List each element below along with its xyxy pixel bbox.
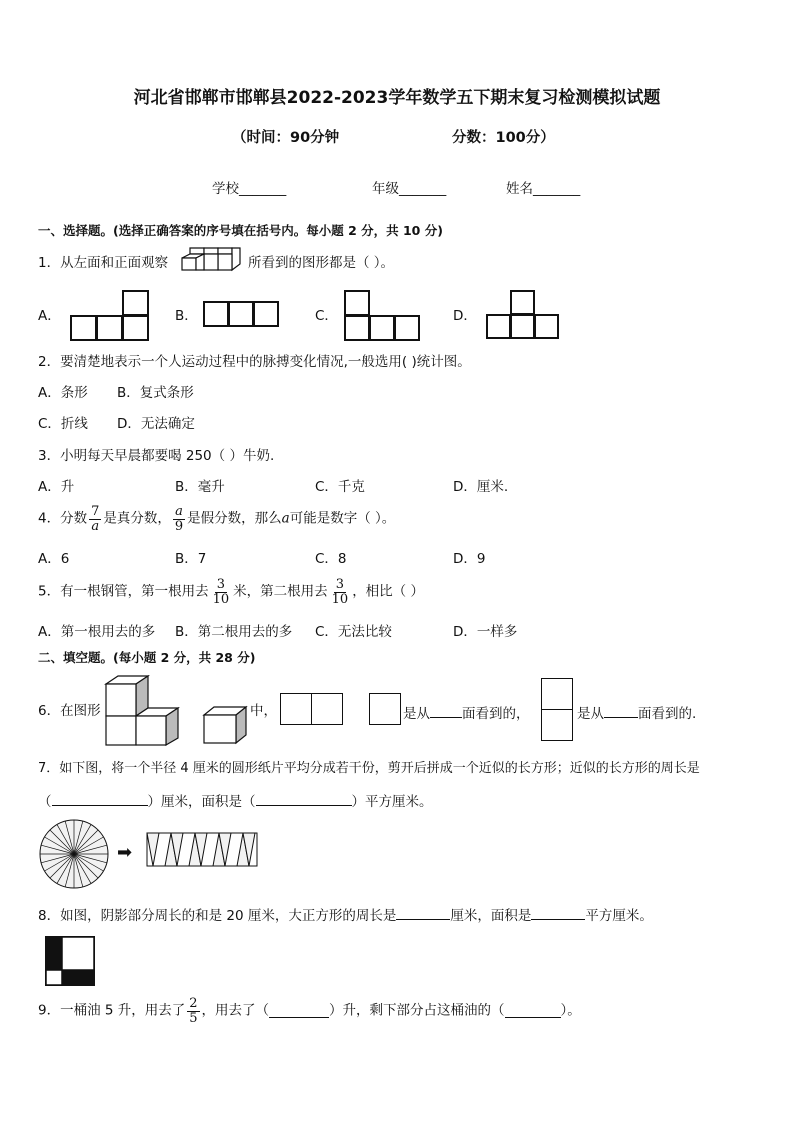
q4-prefix: 4．分数 [38, 510, 88, 527]
q5-frac2-den: 10 [331, 591, 349, 607]
q2-option-c[interactable]: C．折线 [38, 416, 88, 432]
q7-line1: 7．如下图，将一个半径 4 厘米的圆形纸片平均分成若干份，剪开后拼成一个近似的长方形；近似的长方形的周长是 [38, 761, 700, 776]
q2-option-a[interactable]: A．条形 [38, 385, 88, 401]
q4-suffix2: 可能是数字（ ）。 [289, 510, 396, 527]
q4-suffix: 是假分数，那么 [187, 510, 282, 527]
q1-option-b-figure [204, 302, 279, 327]
q3-option-c[interactable]: C．千克 [315, 479, 365, 495]
q4-fraction-a-over-9 [173, 505, 185, 533]
q5-option-d[interactable]: D．一样多 [453, 624, 518, 640]
q1-option-b-label[interactable]: B． [175, 308, 198, 324]
q1-cube-figure [178, 246, 248, 272]
q9-used-blank[interactable] [269, 1005, 329, 1018]
q5-frac2-num: 3 [335, 577, 345, 592]
q9-text-c: ）升，剩下部分占这桶油的（ [329, 1002, 505, 1019]
q9-frac-den: 5 [189, 1010, 198, 1026]
q6-blank-1[interactable] [430, 705, 462, 718]
q7-unit-text: ）平方厘米。 [351, 794, 433, 810]
q1-option-c-figure [345, 291, 420, 341]
q9-frac-num: 2 [189, 996, 198, 1011]
q4-frac2-num: a [175, 504, 183, 519]
exam-time: （时间：90分钟 [232, 130, 340, 146]
q5-suffix: ，相比（ ） [352, 583, 424, 600]
q1-suffix: 所看到的图形都是（ ）。 [248, 255, 395, 271]
q8-text-b: 厘米，面积是 [450, 908, 532, 924]
q5-option-b[interactable]: B．第二根用去的多 [175, 624, 293, 640]
q9-line [38, 997, 581, 1025]
q4-fraction-7-over-a [89, 505, 101, 533]
section-heading-fill: 二、填空题。(每小题 2 分，共 28 分) [38, 650, 256, 665]
q8-area-blank[interactable] [531, 907, 585, 920]
q2-option-b[interactable]: B．复式条形 [117, 385, 194, 401]
q7-perimeter-blank[interactable] [52, 793, 148, 806]
q9-text-a: 9．一桶油 5 升，用去了 [38, 1002, 186, 1019]
q1-prefix: 1．从左面和正面观察 [38, 255, 169, 271]
exam-score: 分数：100分） [452, 130, 555, 146]
q6-part2b-text: 面看到的. [638, 706, 697, 722]
q6-mid: 中， [250, 703, 277, 719]
q8-line [38, 907, 653, 924]
q4-frac2-den: 9 [174, 518, 184, 534]
q9-remaining-blank[interactable] [505, 1005, 561, 1018]
q2-text: 2．要清楚地表示一个人运动过程中的脉搏变化情况,一般选用( )统计图。 [38, 354, 471, 370]
name-field[interactable]: 姓名_______ [506, 181, 581, 197]
q9-text-b: ，用去了（ [201, 1002, 270, 1019]
q4-frac1-num: 7 [91, 504, 100, 519]
q6-part1b-text: 面看到的， [462, 706, 530, 722]
q5-frac1-num: 3 [216, 577, 225, 592]
q8-text-c: 平方厘米。 [585, 908, 653, 924]
q4-frac1-den: a [91, 518, 100, 534]
q1-option-a-figure [71, 291, 149, 341]
q6-part1 [403, 705, 530, 722]
q1-option-c-label[interactable]: C． [315, 308, 338, 324]
q5-fraction-2 [330, 578, 351, 606]
section-heading-choice: 一、选择题。(选择正确答案的序号填在括号内。每小题 2 分，共 10 分) [38, 223, 443, 238]
q1-option-a-label[interactable]: A． [38, 308, 61, 324]
q3-option-d[interactable]: D．厘米. [453, 479, 509, 495]
q5-mid: 米，第二根用去 [233, 583, 328, 600]
q7-area-text: ）厘米，面积是（ [147, 794, 256, 810]
q4-line [38, 505, 395, 533]
q8-perimeter-blank[interactable] [396, 907, 450, 920]
q6-part2 [577, 705, 696, 722]
q5-option-a[interactable]: A．第一根用去的多 [38, 624, 156, 640]
q1-option-d-label[interactable]: D． [453, 308, 477, 324]
q5-frac1-den: 10 [212, 591, 230, 607]
q7-open-paren: （ [38, 794, 52, 810]
q9-text-d: ）。 [560, 1002, 581, 1019]
q4-option-a[interactable]: A．6 [38, 551, 70, 567]
q7-line2 [38, 793, 433, 810]
q6-part2-text: 是从 [577, 706, 604, 722]
q9-fraction [187, 997, 199, 1025]
q5-prefix: 5．有一根钢管，第一根用去 [38, 583, 209, 600]
arrow-right-icon: ➡ [117, 842, 133, 863]
q1-option-d-figure [487, 291, 559, 339]
q6-view-one-square [370, 694, 401, 725]
q2-option-d[interactable]: D．无法确定 [117, 416, 195, 432]
q6-view-two-squares [281, 694, 343, 725]
page-title: 河北省邯郸市邯郸县2022-2023学年数学五下期末复习检测模拟试题 [133, 88, 661, 108]
q6-view-vertical-squares [542, 679, 573, 741]
q6-stacked-cubes-figure [104, 674, 182, 746]
q3-option-b[interactable]: B．毫升 [175, 479, 225, 495]
q6-single-cube-figure [202, 705, 248, 745]
q3-text: 3．小明每天早晨都要喝 250（ ）牛奶. [38, 448, 275, 464]
grade-field[interactable]: 年级_______ [372, 181, 447, 197]
q3-option-a[interactable]: A．升 [38, 479, 75, 495]
q7-area-blank[interactable] [256, 793, 352, 806]
q7-divided-circle-figure [38, 818, 110, 890]
q7-rearranged-rectangle-figure [145, 832, 257, 868]
q6-blank-2[interactable] [604, 705, 638, 718]
q5-line [38, 578, 424, 606]
q4-mid: 是真分数， [103, 510, 171, 527]
q6-prefix: 6．在图形 [38, 703, 101, 719]
q8-text-a: 8．如图，阴影部分周长的和是 20 厘米，大正方形的周长是 [38, 908, 397, 924]
q4-option-d[interactable]: D．9 [453, 551, 486, 567]
q5-option-c[interactable]: C．无法比较 [315, 624, 392, 640]
q4-variable: a [281, 510, 290, 527]
q5-fraction-1 [211, 578, 232, 606]
q4-option-b[interactable]: B．7 [175, 551, 207, 567]
q8-shaded-square-figure [45, 936, 95, 986]
q4-option-c[interactable]: C．8 [315, 551, 347, 567]
q6-part1-text: 是从 [403, 706, 430, 722]
school-field[interactable]: 学校_______ [212, 181, 287, 197]
